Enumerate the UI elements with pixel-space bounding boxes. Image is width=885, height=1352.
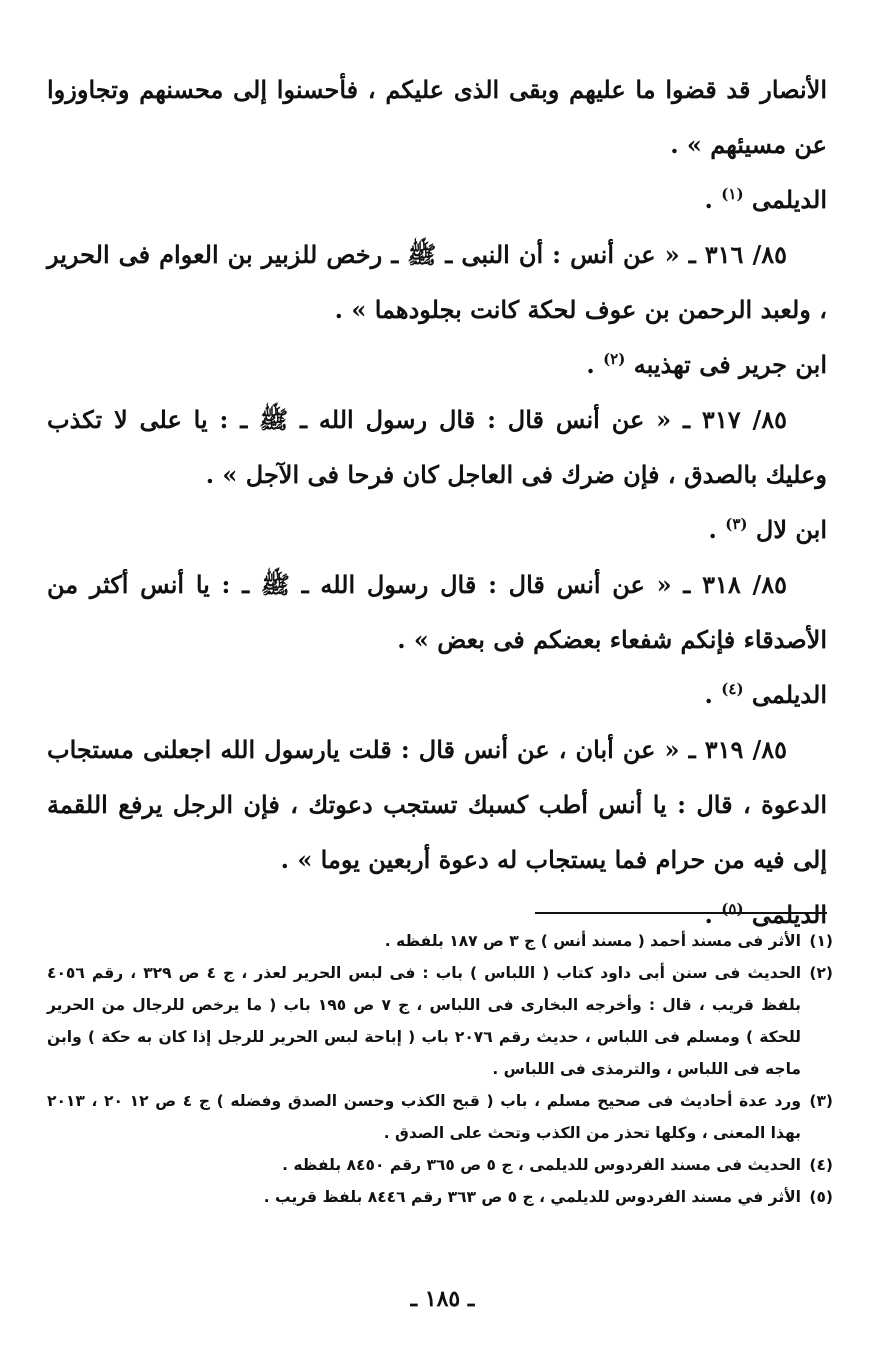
hadith-317	[47, 392, 827, 502]
footnote-ref: (١)	[721, 185, 744, 203]
footnote-3	[47, 1085, 833, 1149]
source-period: .	[704, 680, 713, 709]
page-number: ـ ١٨٥ ـ	[410, 1286, 475, 1312]
footnote-number: (٤)	[809, 1156, 833, 1174]
footnote-5	[47, 1181, 833, 1213]
footnote-1	[47, 925, 833, 957]
hadith-318-source	[47, 667, 827, 722]
source-name: الديلمى	[751, 185, 827, 214]
footnote-text: الحديث فى سنن أبى داود كتاب ( اللباس ) باب : فى لبس الحرير لعذر ، ج ٤ ص ٣٢٩ ، رقم ٤٠٥٦ بلفظ قريب ، قال : وأخرجه البخارى فى اللباس ، ج ٧ ص ١٩٥ باب ( ما يرخص للرجال من الحرير للحكة ) ومسلم فى اللباس ، حديث رقم ٢٠٧٦ باب ( إباحة لبس الحرير للرجل إذا كان به حكة ) وابن ماجه فى اللباس ، والترمذى فى اللباس .	[47, 964, 802, 1078]
footnote-number: (٣)	[809, 1092, 833, 1110]
source-period: .	[704, 900, 713, 929]
hadith-continuation	[47, 62, 827, 172]
source-period: .	[704, 185, 713, 214]
hadith-318-text: ٨٥/ ٣١٨ ـ « عن أنس قال : قال رسول الله ـ ﷺ ـ : يا أنس أكثر من الأصدقاء فإنكم شفعاء بعضكم فى بعض » .	[47, 570, 827, 654]
source-name: الديلمى	[751, 900, 827, 929]
source-period: .	[586, 350, 595, 379]
hadith-continuation-text: الأنصار قد قضوا ما عليهم وبقى الذى عليكم ، فأحسنوا إلى محسنهم وتجاوزوا عن مسيئهم » .	[47, 75, 827, 159]
hadith-317-text: ٨٥/ ٣١٧ ـ « عن أنس قال : قال رسول الله ـ ﷺ ـ : يا على لا تكذب وعليك بالصدق ، فإن ضرك فى العاجل كان فرحا فى الآجل » .	[47, 405, 827, 489]
footnotes	[47, 925, 833, 1213]
hadith-317-source	[47, 502, 827, 557]
hadith-319-text: ٨٥/ ٣١٩ ـ « عن أبان ، عن أنس قال : قلت يارسول الله اجعلنى مستجاب الدعوة ، قال : يا أنس أطب كسبك تستجب دعوتك ، فإن الرجل يرفع اللقمة إلى فيه من حرام فما يستجاب له دعوة أربعين يوما » .	[47, 735, 827, 874]
footnote-ref: (٥)	[721, 900, 744, 918]
footnote-4	[47, 1149, 833, 1181]
footnote-text: الحديث فى مسند الفردوس للديلمى ، ج ٥ ص ٣٦٥ رقم ٨٤٥٠ بلفظه .	[282, 1156, 801, 1174]
footnote-ref: (٤)	[721, 680, 744, 698]
hadith-319	[47, 722, 827, 887]
source-period: .	[708, 515, 717, 544]
hadith-318	[47, 557, 827, 667]
footnote-text: الأثر في مسند الفردوس للديلمي ، ج ٥ ص ٣٦٣ رقم ٨٤٤٦ بلفظ قريب .	[263, 1188, 801, 1206]
hadith-316	[47, 227, 827, 337]
footnote-divider	[535, 912, 827, 914]
footnote-number: (١)	[809, 932, 833, 950]
hadith-continuation-source	[47, 172, 827, 227]
footnote-text: الأثر فى مسند أحمد ( مسند أنس ) ج ٣ ص ١٨٧ بلفظه .	[384, 932, 801, 950]
footnote-ref: (٢)	[603, 350, 626, 368]
footnote-number: (٢)	[809, 964, 833, 982]
footnote-number: (٥)	[809, 1188, 833, 1206]
footnote-text: ورد عدة أحاديث فى صحيح مسلم ، باب ( قبح الكذب وحسن الصدق وفضله ) ج ٤ ص ١٢ ٢٠ ، ٢٠١٣ بهذا المعنى ، وكلها تحذر من الكذب وتحث على الصدق .	[47, 1092, 801, 1142]
source-name: ابن جرير فى تهذيبه	[633, 350, 827, 379]
hadith-316-source	[47, 337, 827, 392]
source-name: الديلمى	[751, 680, 827, 709]
footnote-ref: (٣)	[725, 515, 748, 533]
source-name: ابن لال	[755, 515, 827, 544]
main-text	[47, 62, 827, 942]
footnote-2	[47, 957, 833, 1085]
hadith-316-text: ٨٥/ ٣١٦ ـ « عن أنس : أن النبى ـ ﷺ ـ رخص للزبير بن العوام فى الحرير ، ولعبد الرحمن بن عوف لحكة كانت بجلودهما » .	[47, 240, 827, 324]
